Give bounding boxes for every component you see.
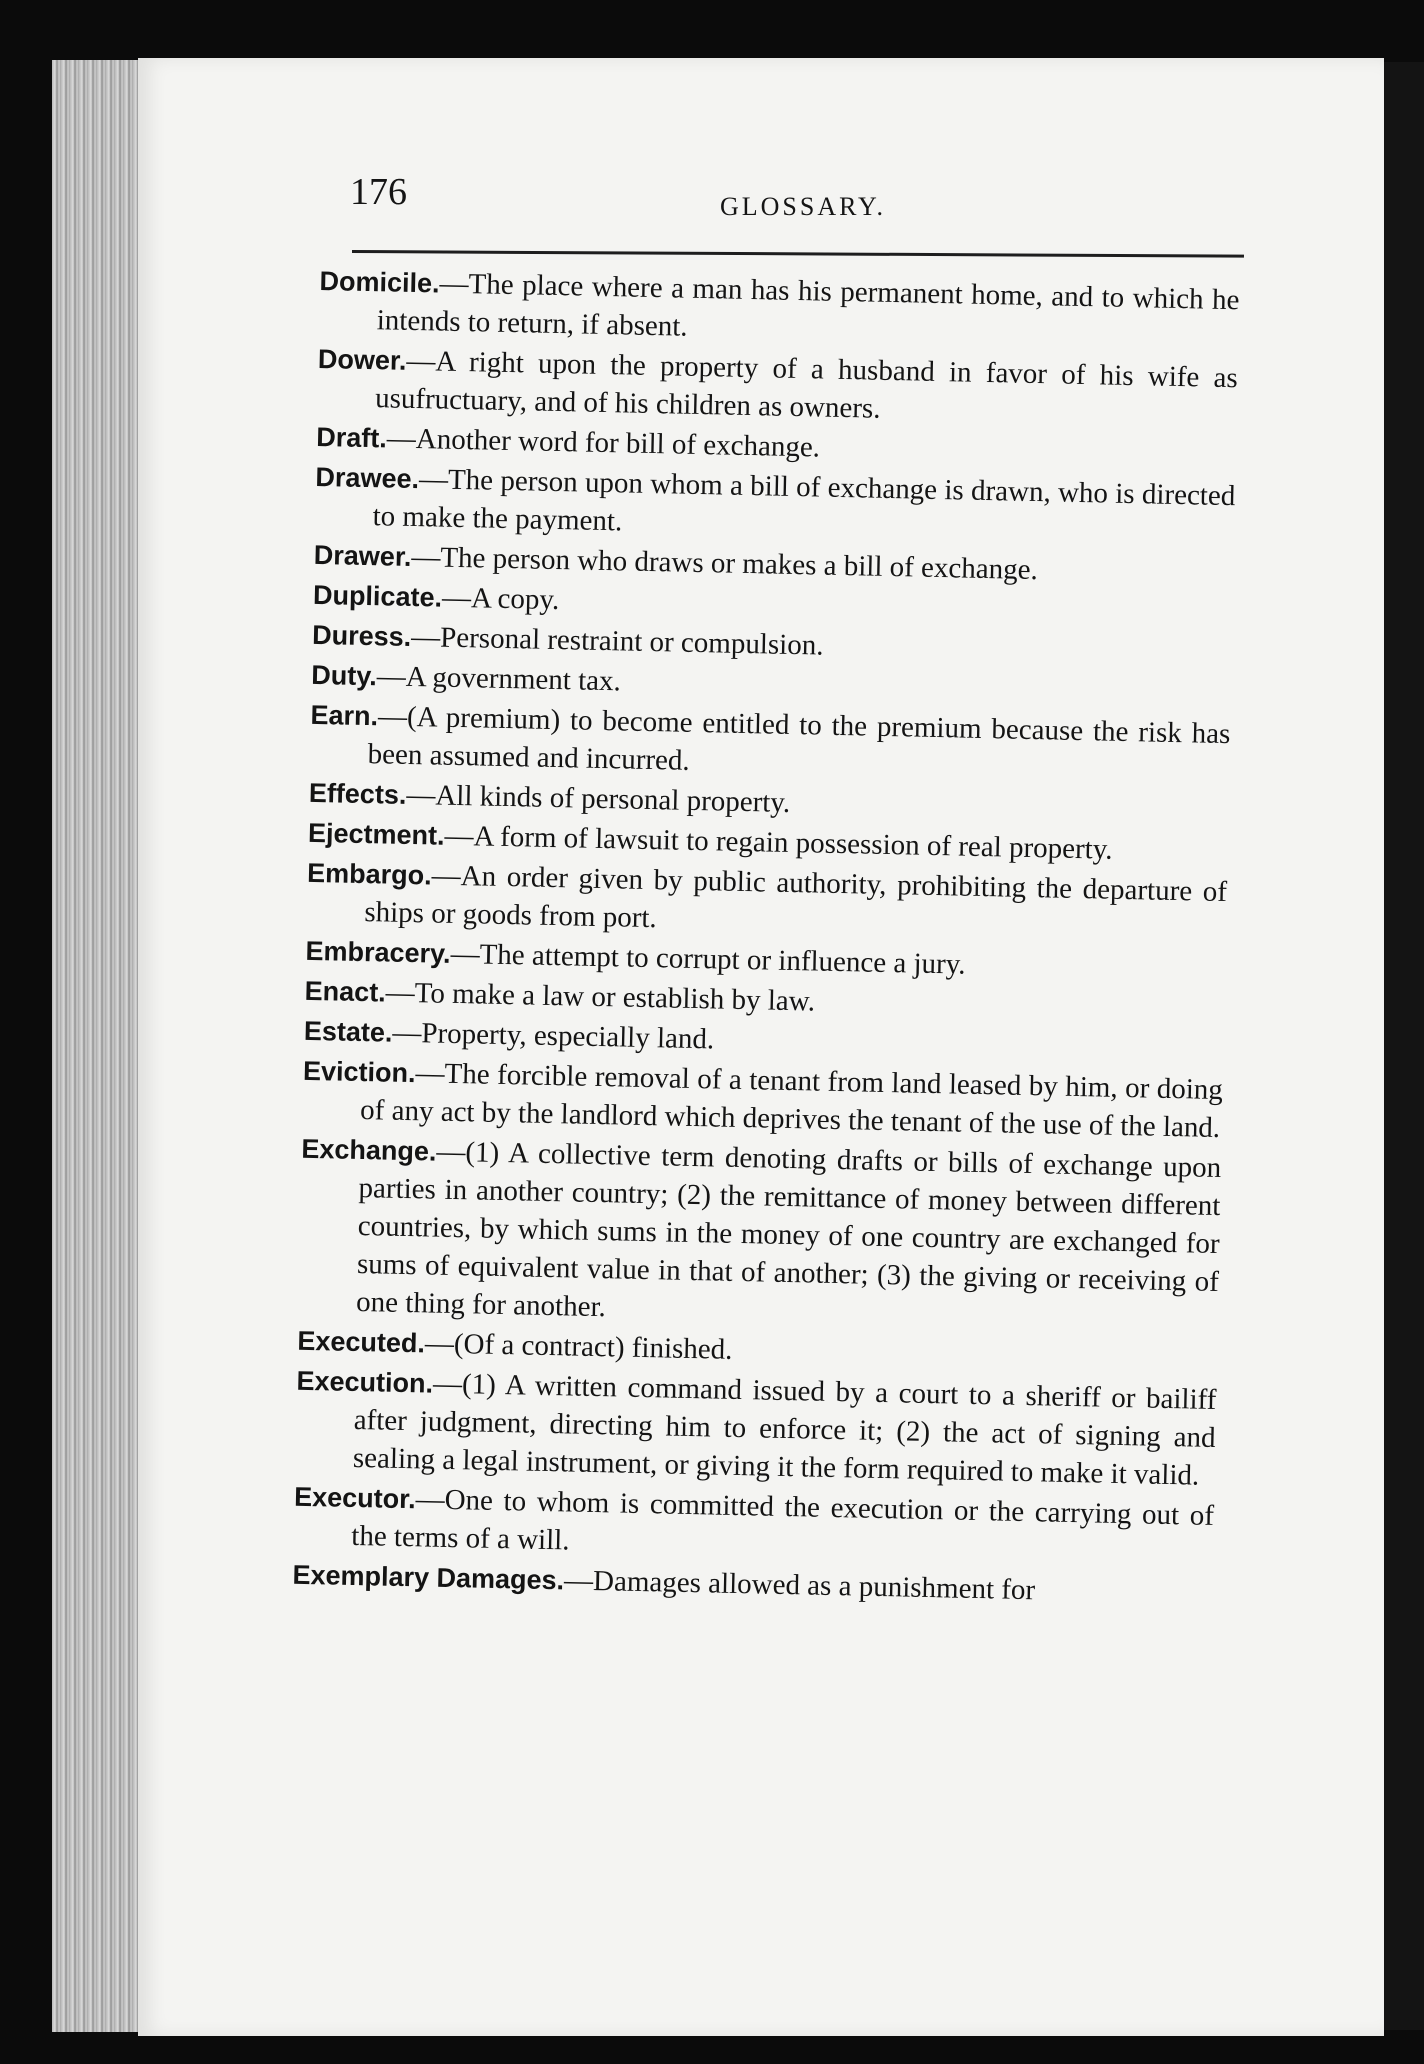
entry-definition: —The place where a man has his permanent home, and to which he intends to return, if absent. xyxy=(376,267,1240,343)
entry-definition: —The person upon whom a bill of exchange is drawn, who is directed to make the payment. xyxy=(372,463,1236,538)
entry-definition: —The forcible removal of a tenant from land leased by him, or doing of any act by the landlord which deprives the tenant of the use of the land. xyxy=(359,1057,1224,1145)
entry-term: Enact. xyxy=(304,975,387,1008)
entry-term: Duress. xyxy=(311,619,412,652)
entry-term: Exchange. xyxy=(301,1133,437,1167)
entry-term: Executed. xyxy=(297,1325,426,1359)
entry-term: Earn. xyxy=(310,699,379,732)
glossary-entry xyxy=(298,1130,1222,1339)
entry-definition: —All kinds of personal property. xyxy=(406,778,791,819)
entry-term: Execution. xyxy=(296,1365,434,1399)
entry-definition: —(A premium) to become entitled to the premium because the risk has been assumed and incurred. xyxy=(367,700,1231,777)
binding-shadow xyxy=(1384,62,1424,2030)
entry-term: Eviction. xyxy=(302,1055,416,1089)
entry-term: Exemplary Damages. xyxy=(292,1559,565,1596)
header-rule xyxy=(352,250,1244,258)
glossary-entry xyxy=(295,1362,1217,1495)
entry-definition: —(1) A written command issued by a court to a sheriff or bailiff after judgment, directing him to enforce it; (2) the act of signing and sealing a legal instrument, or giving it the form required to make it valid. xyxy=(352,1367,1217,1492)
entry-term: Estate. xyxy=(303,1015,393,1048)
entry-definition: —Property, especially land. xyxy=(392,1016,715,1056)
entry-term: Embargo. xyxy=(306,857,433,891)
entry-term: Dower. xyxy=(317,343,407,376)
entry-term: Duty. xyxy=(311,659,378,692)
entry-definition: —A copy. xyxy=(441,581,560,617)
entry-definition: —(Of a contract) finished. xyxy=(424,1327,733,1366)
entry-term: Effects. xyxy=(308,777,407,810)
entry-term: Domicile. xyxy=(319,265,440,299)
entry-definition: —A right upon the property of a husband in favor of his wife as usufructuary, and of his children as owners. xyxy=(374,344,1239,425)
entry-definition: —Another word for bill of exchange. xyxy=(386,422,821,464)
entry-definition: —To make a law or establish by law. xyxy=(385,976,816,1018)
entry-definition: —Damages allowed as a punishment for xyxy=(563,1564,1036,1607)
entry-definition: —An order given by public authority, prohibiting the departure of ships or goods from port. xyxy=(364,859,1228,935)
entry-definition: —A government tax. xyxy=(376,660,622,698)
entry-term: Duplicate. xyxy=(312,579,443,613)
page-stack-edges xyxy=(52,60,142,2032)
glossary-entries xyxy=(292,262,1240,1615)
entry-definition: —The attempt to corrupt or influence a jury. xyxy=(450,937,966,981)
entry-term: Executor. xyxy=(293,1481,416,1515)
running-title: GLOSSARY. xyxy=(720,192,886,221)
page-number: 176 xyxy=(350,171,407,213)
entry-definition: —One to whom is committed the execution or the carrying out of the terms of a will. xyxy=(350,1483,1215,1557)
entry-term: Drawee. xyxy=(315,461,420,495)
entry-definition: —Personal restraint or compulsion. xyxy=(410,620,824,662)
entry-definition: —(1) A collective term denoting drafts or bills of exchange upon parties in another country; (2) the remittance of money between different countries, by which sums in the money of one country are exchanged for sums of equivalent value in that of another; (3) the giving or receiving of one thing for another. xyxy=(355,1135,1222,1324)
entry-definition: —The person who draws or makes a bill of exchange. xyxy=(411,540,1039,587)
entry-term: Ejectment. xyxy=(307,817,445,851)
entry-term: Embracery. xyxy=(305,935,451,969)
entry-definition: —A form of lawsuit to regain possession of real property. xyxy=(444,819,1113,866)
page-header xyxy=(212,110,1252,270)
entry-term: Drawer. xyxy=(313,539,412,572)
entry-term: Draft. xyxy=(316,421,388,454)
